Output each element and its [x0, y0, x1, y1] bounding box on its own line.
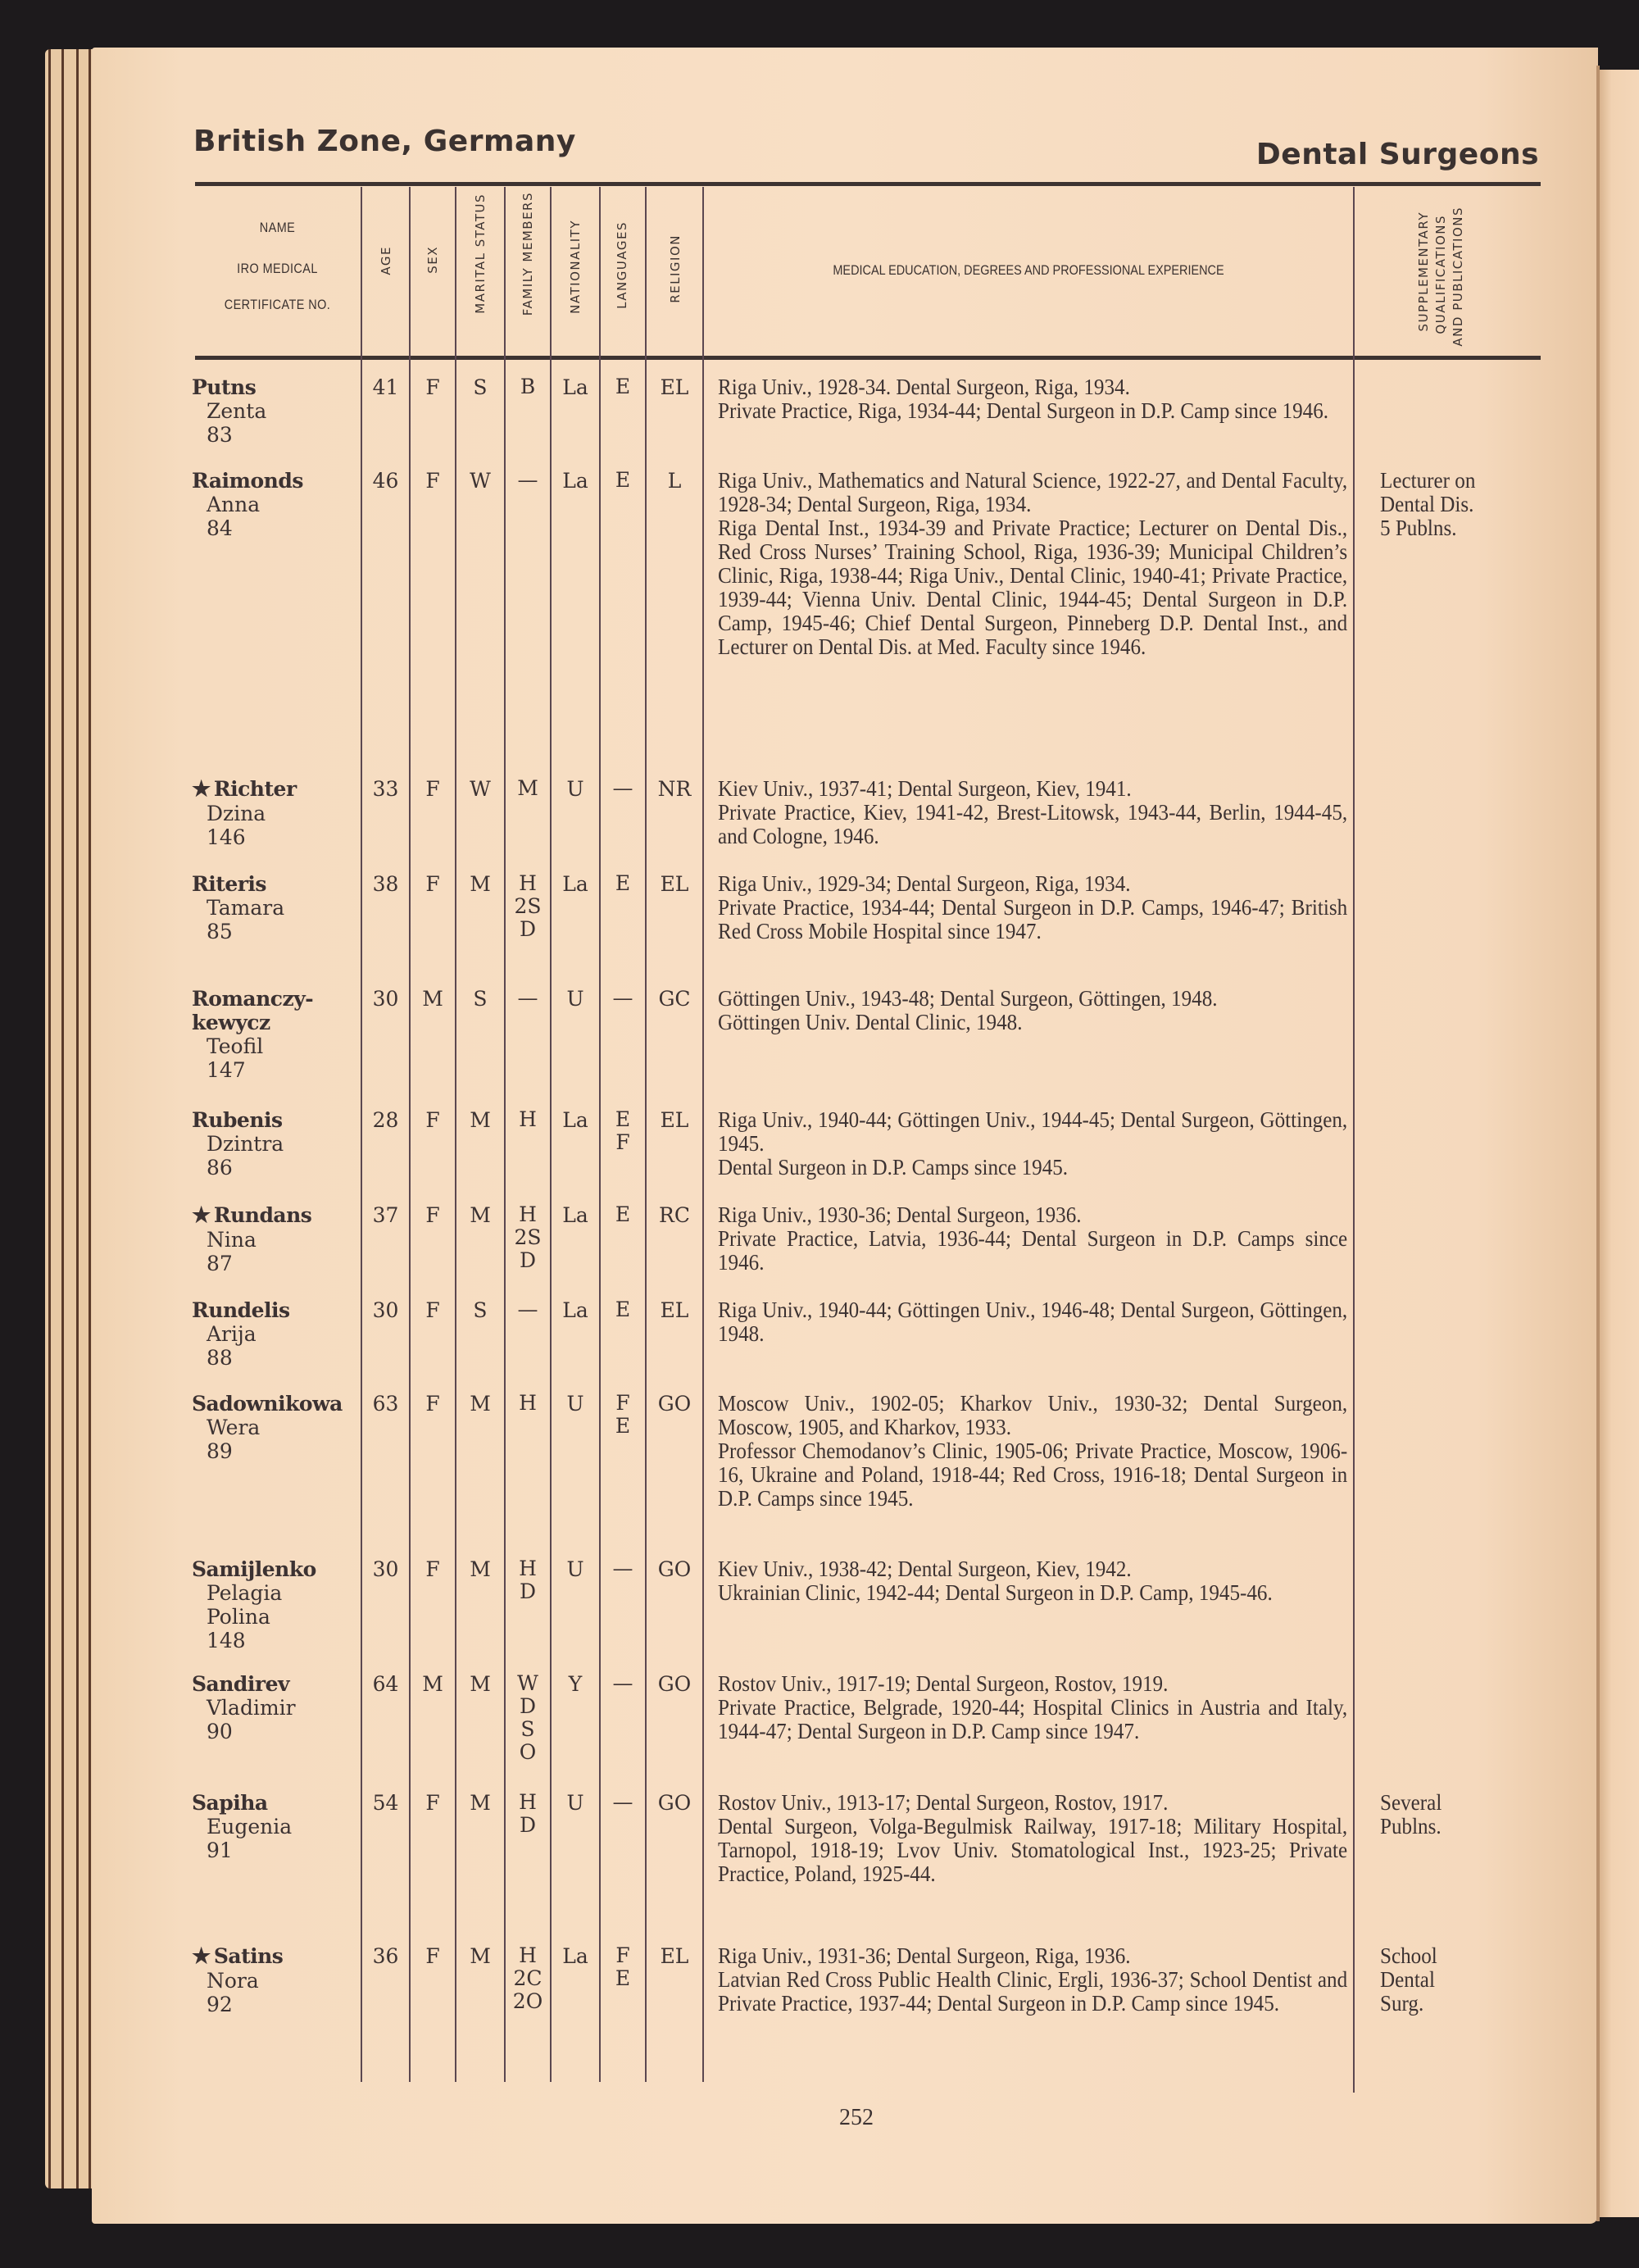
marital-status: W	[470, 469, 491, 493]
name-header-line1: NAME	[259, 220, 296, 235]
religion: EL	[660, 1944, 689, 1968]
sex: F	[425, 1298, 440, 1322]
surname-text: Riteris	[192, 872, 266, 896]
family-members	[505, 469, 551, 492]
language: E	[615, 1414, 631, 1438]
sex: F	[425, 1557, 440, 1581]
family-member: 2O	[512, 1989, 543, 2013]
languages	[600, 987, 646, 1010]
religion: EL	[660, 872, 689, 896]
marital-status: S	[473, 1298, 488, 1322]
sex: F	[425, 469, 440, 493]
marital-status: M	[470, 1108, 491, 1132]
surname	[192, 1944, 360, 1969]
family-members	[505, 1108, 551, 1131]
language: F	[615, 1391, 630, 1415]
education-experience	[718, 1557, 1347, 1605]
language: E	[615, 1966, 631, 1990]
language: —	[612, 1790, 633, 1814]
given-name: Eugenia	[207, 1815, 293, 1838]
supplementary-qualifications	[1380, 1944, 1532, 2016]
certificate-number: 83	[207, 423, 233, 447]
family-member: H	[519, 1943, 537, 1967]
education-paragraph: Private Practice, Belgrade, 1920-44; Hospital Clinics in Austria and Italy, 1944-47; Dental Surgeon in D.P. Camp since 1947.	[718, 1695, 1348, 1743]
given-name: Wera	[207, 1416, 261, 1439]
name-cell	[192, 1203, 360, 1275]
education-paragraph: Riga Univ., 1931-36; Dental Surgeon, Riga, 1936.	[718, 1943, 1131, 1968]
language: —	[612, 1671, 633, 1695]
age: 33	[372, 777, 399, 801]
name-cell	[192, 1108, 360, 1179]
family-members	[505, 1392, 551, 1415]
age: 63	[372, 1392, 399, 1416]
surname	[192, 1672, 360, 1696]
header-bottom-rule	[195, 356, 1541, 360]
surname	[192, 375, 360, 399]
marital-status: M	[470, 1392, 491, 1416]
age: 54	[372, 1791, 399, 1815]
marital-status: M	[470, 1791, 491, 1815]
sex: F	[425, 1791, 440, 1815]
education-experience	[718, 375, 1347, 423]
name-cell	[192, 1944, 360, 2016]
education-experience	[718, 1944, 1347, 2016]
nationality: U	[566, 1392, 584, 1416]
marital-status: M	[470, 1557, 491, 1581]
family-members	[505, 872, 551, 941]
supplementary-qualifications	[1380, 1791, 1532, 1838]
age: 30	[372, 1557, 399, 1581]
education-paragraph: Riga Dental Inst., 1934-39 and Private Practice; Lecturer on Dental Dis., Red Cross Nurses’ Training School, Riga, 1936-39; Municipal Children’s Clinic, Riga, 1938-44; Riga Univ., Dental Clinic, 1940-41; Private Practice, 1939-44; Vienna Univ. Dental Clinic, 1944-45; Dental Surgeon in D.P. Camp, 1945-46; Chief Dental Surgeon, Pinneberg D.P. Dental Inst., and Lecturer on Dental Dis. at Med. Faculty since 1946.	[718, 516, 1348, 659]
education-paragraph: Latvian Red Cross Public Health Clinic, Ergli, 1936-37; School Dentist and Private Practice, 1937-44; Dental Surgeon in D.P. Camp since 1945.	[718, 1967, 1348, 2016]
religion: RC	[659, 1203, 690, 1227]
education-paragraph: Riga Univ., 1940-44; Göttingen Univ., 1946-48; Dental Surgeon, Göttingen, 1948.	[718, 1298, 1348, 1346]
surname-text: Rubenis	[192, 1108, 283, 1132]
education-paragraph: Riga Univ., Mathematics and Natural Science, 1922-27, and Dental Faculty, 1928-34; Dental Surgeon, Riga, 1934.	[718, 468, 1348, 516]
family-member: D	[519, 1579, 537, 1603]
sex: F	[425, 1203, 440, 1227]
name-cell	[192, 872, 360, 943]
age: 36	[372, 1944, 399, 1968]
given-name: Pelagia	[207, 1581, 283, 1605]
name-cell	[192, 1392, 360, 1463]
language: E	[615, 871, 631, 895]
surname	[192, 872, 360, 896]
education-paragraph: Riga Univ., 1940-44; Göttingen Univ., 1944-45; Dental Surgeon, Göttingen, 1945.	[718, 1107, 1348, 1156]
surname	[192, 469, 360, 493]
language: —	[612, 1557, 633, 1580]
education-paragraph: Göttingen Univ., 1943-48; Dental Surgeon, Göttingen, 1948.	[718, 986, 1218, 1011]
surname	[192, 1392, 360, 1416]
column-header-education: MEDICAL EDUCATION, DEGREES AND PROFESSIONAL EXPERIENCE	[833, 262, 1224, 278]
supplementary-line: Publns.	[1380, 1814, 1442, 1838]
certificate-number: 87	[207, 1252, 233, 1275]
family-members	[505, 777, 551, 800]
religion: GO	[657, 1672, 692, 1696]
language: E	[615, 1107, 631, 1131]
certificate-number: 90	[207, 1720, 233, 1743]
column-header-nationality: NATIONALITY	[568, 220, 583, 314]
marital-status: M	[470, 872, 491, 896]
languages	[600, 469, 646, 492]
family-member: B	[520, 375, 536, 398]
column-header-supplementary-1: SUPPLEMENTARY	[1416, 211, 1431, 332]
family-members	[505, 1672, 551, 1764]
languages	[600, 1392, 646, 1438]
family-member: —	[517, 468, 538, 492]
page-edges	[45, 49, 94, 2188]
language: —	[612, 986, 633, 1010]
languages	[600, 1791, 646, 1814]
languages	[600, 375, 646, 398]
family-members	[505, 1791, 551, 1837]
education-paragraph: Kiev Univ., 1937-41; Dental Surgeon, Kiev, 1941.	[718, 776, 1132, 801]
name-cell	[192, 1298, 360, 1370]
surname-continuation: kewycz	[192, 1011, 270, 1034]
nationality: La	[562, 375, 588, 399]
education-experience	[718, 469, 1347, 659]
given-name: Dzina	[207, 802, 266, 825]
running-head-right: Dental Surgeons	[1255, 138, 1539, 171]
certificate-number: 85	[207, 920, 233, 943]
family-member: H	[519, 1790, 537, 1814]
given-name: Nina	[207, 1228, 257, 1252]
supplementary-line: School	[1380, 1943, 1437, 1968]
education-paragraph: Private Practice, Riga, 1934-44; Dental Surgeon in D.P. Camp since 1946.	[718, 398, 1329, 423]
education-paragraph: Riga Univ., 1928-34. Dental Surgeon, Riga, 1934.	[718, 375, 1130, 399]
religion: GO	[657, 1392, 692, 1416]
surname	[192, 777, 360, 802]
certificate-number: 91	[207, 1838, 233, 1862]
sex: F	[425, 1944, 440, 1968]
family-members	[505, 1557, 551, 1603]
certificate-number: 89	[207, 1439, 233, 1463]
education-paragraph: Göttingen Univ. Dental Clinic, 1948.	[718, 1010, 1023, 1034]
column-header-marital-status: MARITAL STATUS	[473, 193, 488, 314]
nationality: La	[562, 1203, 588, 1227]
age: 28	[372, 1108, 399, 1132]
age: 41	[372, 375, 399, 399]
family-members	[505, 1944, 551, 2013]
nationality: U	[566, 987, 584, 1011]
education-paragraph: Rostov Univ., 1913-17; Dental Surgeon, Rostov, 1917.	[718, 1790, 1169, 1815]
column-header-supplementary-3: AND PUBLICATIONS	[1451, 207, 1465, 347]
nationality: La	[562, 1944, 588, 1968]
family-member: H	[519, 871, 537, 895]
religion: EL	[660, 375, 689, 399]
family-member: —	[517, 1298, 538, 1321]
supplementary-qualifications	[1380, 469, 1532, 540]
nationality: U	[566, 1557, 584, 1581]
family-members	[505, 1298, 551, 1321]
education-experience	[718, 1298, 1347, 1346]
language: F	[615, 1130, 630, 1154]
surname-text: Satins	[213, 1944, 284, 1968]
family-member: D	[519, 917, 537, 941]
supplementary-line: Several	[1380, 1790, 1442, 1815]
religion: GO	[657, 1557, 692, 1581]
education-experience	[718, 1791, 1347, 1886]
education-experience	[718, 1108, 1347, 1179]
age: 38	[372, 872, 399, 896]
family-member: D	[519, 1694, 537, 1718]
family-member: H	[519, 1391, 537, 1415]
certificate-number: 92	[207, 1993, 233, 2016]
sex: F	[425, 1392, 440, 1416]
family-member: —	[517, 986, 538, 1010]
family-member: O	[519, 1740, 537, 1764]
given-name: Tamara	[207, 896, 285, 920]
column-header-age: AGE	[379, 246, 393, 275]
supplementary-line: Dental	[1380, 1967, 1435, 1992]
sex: M	[422, 987, 443, 1011]
name-cell	[192, 1557, 360, 1652]
sex: F	[425, 872, 440, 896]
marital-status: S	[473, 375, 488, 399]
languages	[600, 1108, 646, 1154]
surname	[192, 987, 360, 1011]
surname-text: Sapiha	[192, 1791, 268, 1815]
given-name: Anna	[207, 493, 261, 516]
supplementary-line: Surg.	[1380, 1991, 1424, 2016]
religion: GC	[658, 987, 691, 1011]
education-paragraph: Private Practice, Kiev, 1941-42, Brest-Litowsk, 1943-44, Berlin, 1944-45, and Cologne, 1946.	[718, 800, 1348, 848]
religion: L	[667, 469, 682, 493]
religion: NR	[657, 777, 692, 801]
education-experience	[718, 872, 1347, 943]
surname-text: Sandirev	[192, 1672, 290, 1696]
family-member: 2C	[513, 1966, 543, 1990]
family-member: H	[519, 1557, 537, 1580]
nationality: La	[562, 1298, 588, 1322]
education-experience	[718, 777, 1347, 848]
page-number: 252	[839, 2105, 874, 2130]
languages	[600, 872, 646, 895]
star-icon: ★	[192, 777, 211, 802]
family-members	[505, 1203, 551, 1272]
certificate-number: 84	[207, 516, 233, 540]
supplementary-line: Lecturer on	[1380, 468, 1476, 493]
name-header-line2: IRO MEDICAL	[237, 261, 318, 276]
column-header-sex: SEX	[425, 246, 440, 274]
surname-text: Rundelis	[192, 1298, 290, 1322]
nationality: La	[562, 872, 588, 896]
name-cell	[192, 1672, 360, 1743]
languages	[600, 1557, 646, 1580]
sex: F	[425, 777, 440, 801]
name-cell	[192, 777, 360, 849]
marital-status: M	[470, 1203, 491, 1227]
sex: F	[425, 1108, 440, 1132]
education-paragraph: Professor Chemodanov’s Clinic, 1905-06; Private Practice, Moscow, 1906-16, Ukraine and Poland, 1918-44; Red Cross, 1916-18; Dental Surgeon in D.P. Camps since 1945.	[718, 1439, 1348, 1511]
nationality: La	[562, 1108, 588, 1132]
education-experience	[718, 1672, 1347, 1743]
religion: GO	[657, 1791, 692, 1815]
marital-status: S	[473, 987, 488, 1011]
header-top-rule	[195, 182, 1541, 186]
supplementary-line: 5 Publns.	[1380, 516, 1457, 540]
family-members	[505, 375, 551, 398]
education-paragraph: Rostov Univ., 1917-19; Dental Surgeon, Rostov, 1919.	[718, 1671, 1169, 1696]
certificate-number: 148	[207, 1629, 246, 1652]
age: 30	[372, 1298, 399, 1322]
family-member: H	[519, 1202, 537, 1226]
education-paragraph: Moscow Univ., 1902-05; Kharkov Univ., 1930-32; Dental Surgeon, Moscow, 1905, and Kharkov, 1933.	[718, 1391, 1348, 1439]
languages	[600, 1944, 646, 1990]
education-paragraph: Dental Surgeon, Volga-Begulmisk Railway, 1917-18; Military Hospital, Tarnopol, 1918-19; Lvov Univ. Stomatological Inst., 1923-25; Private Practice, Poland, 1925-44.	[718, 1814, 1348, 1886]
surname-text: Sadownikowa	[192, 1392, 343, 1416]
sex: F	[425, 375, 440, 399]
given-name: Nora	[207, 1969, 259, 1993]
given-name: Arija	[207, 1322, 257, 1346]
name-cell	[192, 1791, 360, 1862]
family-member: W	[517, 1671, 538, 1695]
certificate-number: 147	[207, 1058, 246, 1082]
education-paragraph: Riga Univ., 1930-36; Dental Surgeon, 1936.	[718, 1202, 1082, 1227]
certificate-number: 88	[207, 1346, 233, 1370]
education-paragraph: Private Practice, Latvia, 1936-44; Dental Surgeon in D.P. Camps since 1946.	[718, 1226, 1348, 1275]
column-header-family-members: FAMILY MEMBERS	[520, 192, 535, 316]
nationality: Y	[568, 1672, 583, 1696]
name-cell	[192, 469, 360, 540]
given-name-2: Polina	[207, 1605, 270, 1629]
marital-status: M	[470, 1944, 491, 1968]
education-paragraph: Kiev Univ., 1938-42; Dental Surgeon, Kiev, 1942.	[718, 1557, 1132, 1581]
family-member: S	[520, 1717, 535, 1741]
religion: EL	[660, 1298, 689, 1322]
marital-status: M	[470, 1672, 491, 1696]
family-members	[505, 987, 551, 1010]
languages	[600, 1298, 646, 1321]
surname-text: Romanczy-	[192, 987, 314, 1011]
languages	[600, 1672, 646, 1695]
family-member: M	[517, 776, 538, 800]
age: 30	[372, 987, 399, 1011]
family-member: H	[519, 1107, 537, 1131]
education-experience	[718, 1392, 1347, 1511]
language: F	[615, 1943, 630, 1967]
languages	[600, 777, 646, 800]
education-paragraph: Ukrainian Clinic, 1942-44; Dental Surgeon in D.P. Camp, 1945-46.	[718, 1580, 1273, 1605]
surname	[192, 1108, 360, 1132]
education-paragraph: Private Practice, 1934-44; Dental Surgeon in D.P. Camps, 1946-47; British Red Cross Mobile Hospital since 1947.	[718, 895, 1348, 943]
language: E	[615, 1298, 631, 1321]
surname-text: Richter	[213, 777, 297, 801]
education-paragraph: Dental Surgeon in D.P. Camps since 1945.	[718, 1155, 1069, 1179]
given-name: Dzintra	[207, 1132, 284, 1156]
family-member: 2S	[514, 894, 542, 918]
age: 37	[372, 1203, 399, 1227]
surname	[192, 1791, 360, 1815]
star-icon: ★	[192, 1944, 211, 1969]
language: E	[615, 1202, 631, 1226]
education-paragraph: Riga Univ., 1929-34; Dental Surgeon, Riga, 1934.	[718, 871, 1131, 896]
surname	[192, 1557, 360, 1581]
surname	[192, 1298, 360, 1322]
name-cell	[192, 375, 360, 447]
sex: M	[422, 1672, 443, 1696]
nationality: La	[562, 469, 588, 493]
surname-text: Rundans	[213, 1203, 312, 1227]
age: 46	[372, 469, 399, 493]
certificate-number: 146	[207, 825, 246, 849]
family-member: D	[519, 1248, 537, 1272]
column-divider	[1353, 187, 1355, 2093]
surname-text: Raimonds	[192, 469, 303, 493]
running-head-left: British Zone, Germany	[193, 125, 576, 158]
languages	[600, 1203, 646, 1226]
given-name: Zenta	[207, 399, 267, 423]
given-name: Vladimir	[207, 1696, 296, 1720]
star-icon: ★	[192, 1203, 211, 1228]
surname-text: Samijlenko	[192, 1557, 316, 1581]
column-header-religion: RELIGION	[668, 234, 683, 303]
column-header-languages: LANGUAGES	[615, 221, 629, 309]
language: E	[615, 375, 631, 398]
surname-text: Putns	[192, 375, 257, 399]
education-experience	[718, 987, 1347, 1034]
next-page-edge	[1600, 70, 1639, 2217]
given-name: Teofil	[207, 1034, 264, 1058]
column-header-supplementary-2: QUALIFICATIONS	[1433, 215, 1448, 334]
certificate-number: 86	[207, 1156, 233, 1179]
surname	[192, 1203, 360, 1228]
name-cell	[192, 987, 360, 1082]
language: —	[612, 776, 633, 800]
language: E	[615, 468, 631, 492]
marital-status: W	[470, 777, 491, 801]
education-experience	[718, 1203, 1347, 1275]
family-member: D	[519, 1813, 537, 1837]
age: 64	[372, 1672, 399, 1696]
supplementary-line: Dental Dis.	[1380, 492, 1474, 516]
family-member: 2S	[514, 1225, 542, 1249]
nationality: U	[566, 777, 584, 801]
nationality: U	[566, 1791, 584, 1815]
religion: EL	[660, 1108, 689, 1132]
name-header-line3: CERTIFICATE NO.	[224, 297, 331, 312]
